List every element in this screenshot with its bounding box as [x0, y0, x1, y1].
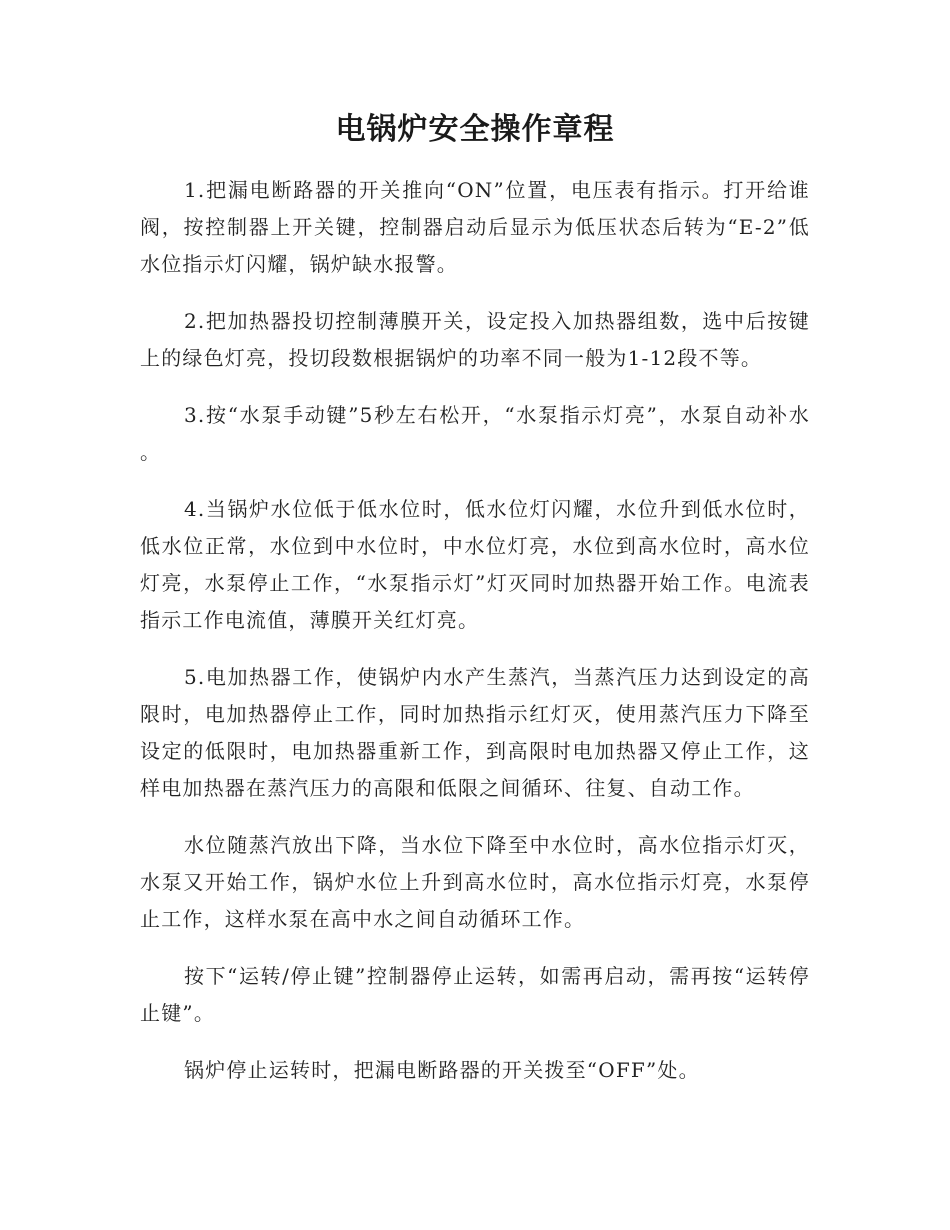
paragraph-2: 2.把加热器投切控制薄膜开关，设定投入加热器组数，选中后按键上的绿色灯亮，投切段数根据锅炉的功率不同一般为1-12段不等。 [140, 309, 810, 370]
paragraph-6: 水位随蒸汽放出下降，当水位下降至中水位时，高水位指示灯灭，水泵又开始工作，锅炉水位上升到高水位时，高水位指示灯亮，水泵停止工作，这样水泵在高中水之间自动循环工作。 [140, 833, 810, 931]
paragraph-4: 4.当锅炉水位低于低水位时，低水位灯闪耀，水位升到低水位时，低水位正常，水位到中水位时，中水位灯亮，水位到高水位时，高水位灯亮，水泵停止工作，“水泵指示灯”灯灭同时加热器开始工作。电流表指示工作电流值，薄膜开关红灯亮。 [140, 497, 810, 632]
paragraph-3: 3.按“水泵手动键”5秒左右松开，“水泵指示灯亮”，水泵自动补水。 [140, 403, 810, 464]
paragraph-8: 锅炉停止运转时，把漏电断路器的开关拨至“OFF”处。 [184, 1058, 700, 1082]
paragraph-1: 1.把漏电断路器的开关推向“ON”位置，电压表有指示。打开给谁阀，按控制器上开关键，控制器启动后显示为低压状态后转为“E-2”低水位指示灯闪耀，锅炉缺水报警。 [140, 178, 810, 276]
paragraph-5: 5.电加热器工作，使锅炉内水产生蒸汽，当蒸汽压力达到设定的高限时，电加热器停止工作，同时加热指示红灯灭，使用蒸汽压力下降至设定的低限时，电加热器重新工作，到高限时电加热器又停止工作，这样电加热器在蒸汽压力的高限和低限之间循环、往复、自动工作。 [140, 665, 810, 800]
paragraph-7: 按下“运转/停止键”控制器停止运转，如需再启动，需再按“运转停止键”。 [140, 964, 810, 1025]
document-title: 电锅炉安全操作章程 [335, 112, 615, 147]
